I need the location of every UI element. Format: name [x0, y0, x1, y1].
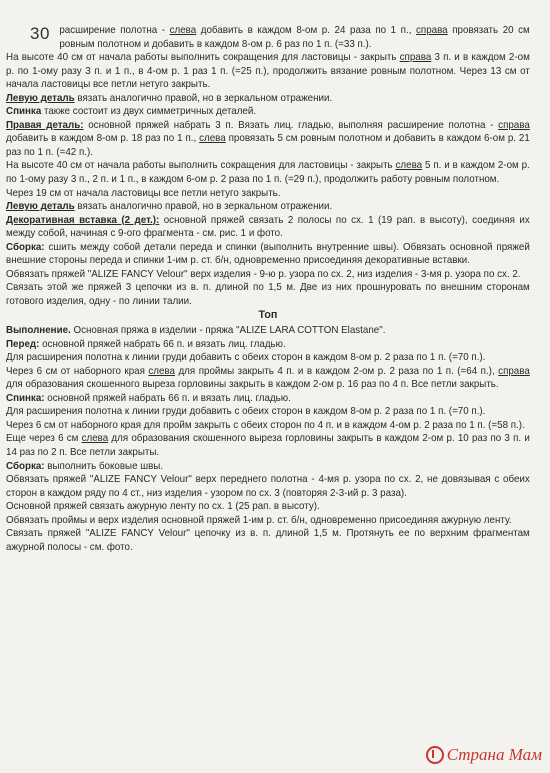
- text-segment: Обвязать пряжей "ALIZE FANCY Velour" верх изделия - 9-ю р. узора по сх. 2, низ изделия - 3-мя р. узора по сх. 2.: [6, 268, 521, 280]
- emphasis-text: Спинка:: [6, 392, 45, 404]
- watermark-text: Страна Мам: [446, 745, 542, 764]
- text-segment: Через 6 см от наборного края: [6, 365, 149, 377]
- document-body: [6, 24, 530, 554]
- text-segment: основной пряжей набрать 3 п. Вязать лиц. гладью, выполняя расширение полотна -: [83, 119, 499, 131]
- emphasis-text: Спинка: [6, 106, 42, 118]
- paragraph: [6, 460, 530, 474]
- emphasis-text: слева: [148, 365, 175, 377]
- text-segment: основной пряжей связать 2 полосы по сх. 1 (19 рап. в высоту), соединяя их между собой, начиная с 9-ого фрагмента - см. рис. 1 и фото.: [6, 214, 530, 240]
- paragraph: [6, 105, 530, 119]
- text-segment: для проймы закрыть 4 п. и в каждом 2-ом р. 2 раза по 1 п. (=64 п.),: [174, 365, 499, 377]
- paragraph: [6, 324, 530, 338]
- text-segment: добавить в каждом 8-ом р. 24 раза по 1 п.,: [196, 25, 417, 36]
- text-segment: 5 п. и в каждом 2-ом р. по 1-ому разу 3 п., 2 п. и 1 п., в каждом 6-ом р. 2 раза по 1 п. (=29 п.), продолжить работу ровным полотном.: [6, 160, 530, 186]
- text-segment: выполнить боковые швы.: [44, 460, 164, 472]
- emphasis-text: Левую деталь: [6, 92, 75, 104]
- emphasis-text: слева: [395, 160, 423, 172]
- text-segment: Через 19 см от начала ластовицы все петли нетуго закрыть.: [6, 187, 281, 199]
- text-segment: добавить в каждом 8-ом р. 18 раз по 1 п.,: [6, 133, 200, 145]
- text-segment: сшить между собой детали переда и спинки (выполнить внутренние швы). Обвязать основной пряжей внешние стороны переда и спинки 1-им р. ст. б/н, одновременно присоединяя декоративные вставки.: [6, 241, 530, 267]
- text-segment: Обвязать проймы и верх изделия основной пряжей 1-им р. ст. б/н, одновременно присоединяя ажурную ленту.: [6, 514, 512, 526]
- paragraph: [6, 159, 530, 186]
- paragraph: [6, 200, 530, 214]
- text-segment: провязать 20 см ровным полотном и добавить в каждом 8-ом р. 6 раз по 1 п. (=33 п.).: [59, 25, 530, 50]
- emphasis-text: справа: [416, 25, 448, 36]
- paragraph: [6, 514, 530, 528]
- emphasis-text: Левую деталь: [6, 201, 75, 213]
- paragraph: [6, 24, 530, 51]
- paragraph: [6, 365, 530, 392]
- text-segment: Основная пряжа в изделии - пряжа "ALIZE LARA COTTON Elastane".: [70, 325, 386, 337]
- text-segment: Основной пряжей связать ажурную ленту по сх. 1 (25 рап. в высоту).: [6, 501, 320, 513]
- paragraph: [6, 119, 530, 160]
- text-segment: 3 п. и в каждом 2-ом р. по 1-ому разу 3 п. и 1 п., в 4-ом р. 1 раз 1 п. (=25 п.), продолжить вязание ровным полотном. Через 13 см от начала ластовицы все петли нетуго закрыть.: [6, 52, 530, 91]
- paragraph: [6, 419, 530, 433]
- text-segment: На высоте 40 см от начала работы выполнить сокращения для ластовицы - закрыть: [6, 52, 400, 64]
- text-segment: Для расширения полотна к линии груди добавить с обеих сторон в каждом 8-ом р. 2 раза по 1 п. (=70 п.).: [6, 352, 486, 364]
- paragraph: [6, 214, 530, 241]
- text-segment: На высоте 40 см от начала работы выполнить сокращения для ластовицы - закрыть: [6, 160, 396, 172]
- heart-logo-icon: [426, 746, 444, 764]
- text-segment: основной пряжей набрать 66 п. и вязать лиц. гладью.: [44, 392, 291, 404]
- emphasis-text: Правая деталь:: [6, 119, 84, 131]
- paragraph: [6, 241, 530, 268]
- paragraph: [6, 432, 530, 459]
- emphasis-text: справа: [399, 52, 432, 64]
- emphasis-text: Сборка:: [6, 241, 45, 253]
- paragraph: [6, 500, 530, 514]
- text-segment: вязать аналогично правой, но в зеркальном отражении.: [74, 201, 333, 213]
- text-segment: Еще через 6 см: [6, 433, 82, 445]
- paragraph: [6, 268, 530, 282]
- text-segment: также состоит из двух симметричных деталей.: [41, 106, 257, 118]
- emphasis-text: Декоративная вставка (2 дет.):: [6, 214, 160, 226]
- emphasis-text: справа: [498, 365, 530, 377]
- paragraph: [6, 405, 530, 419]
- paragraph: [6, 51, 530, 92]
- text-segment: Обвязать пряжей "ALIZE FANCY Velour" верх переднего полотна - 4-мя р. узора по сх. 2, не довязывая с обеих сторон в каждом ряду по 4 ст., низ изделия - узором по сх. 3 (повторяя 2-3-ий р. 3 раза).: [6, 474, 530, 499]
- text-segment: Через 6 см от наборного края для пройм закрыть с обеих сторон по 4 п. и в каждом 4-ом р. 2 раза по 1 п. (=58 п.).: [6, 419, 525, 431]
- text-segment: основной пряжей набрать 66 п. и вязать лиц. гладью.: [39, 338, 286, 350]
- paragraph: [6, 338, 530, 352]
- emphasis-text: Выполнение.: [6, 325, 71, 337]
- emphasis-text: справа: [498, 119, 530, 131]
- section-heading: Топ: [258, 309, 278, 322]
- text-segment: для образования скошенного выреза горловины закрыть в каждом 2-ом р. 16 раз по 4 п. Все петли закрыть.: [6, 379, 499, 391]
- text-segment: для образования скошенного выреза горловины закрыть в каждом 2-ом р. 10 раз по 3 п. и 14 раз по 2 п. Все петли закрыты.: [6, 433, 530, 458]
- emphasis-text: Перед:: [6, 338, 40, 350]
- paragraph: [6, 187, 530, 201]
- watermark: [426, 745, 542, 765]
- text-segment: провязать 5 см ровным полотном и добавить в каждом 6-ом р. 21 раз по 1 п. (=42 п.).: [6, 133, 530, 158]
- text-segment: вязать аналогично правой, но в зеркальном отражении.: [74, 92, 333, 104]
- page-number: 30: [30, 24, 50, 43]
- paragraph: [6, 281, 530, 308]
- emphasis-text: слева: [169, 25, 197, 36]
- text-segment: расширение полотна -: [59, 25, 170, 36]
- emphasis-text: Сборка:: [6, 460, 45, 472]
- paragraph: [6, 92, 530, 106]
- emphasis-text: слева: [199, 133, 226, 145]
- text-segment: Связать этой же пряжей 3 цепочки из в. п. длиной по 1,5 м. Две из них прошнуровать по внешним сторонам готового изделия, одну - по линии талии.: [6, 282, 530, 307]
- text-segment: Для расширения полотна к линии груди добавить с обеих сторон в каждом 8-ом р. 2 раза по 1 п. (=70 п.).: [6, 406, 486, 418]
- emphasis-text: слева: [81, 433, 109, 445]
- paragraph: [6, 527, 530, 554]
- paragraph: [6, 351, 530, 365]
- text-segment: Связать пряжей "ALIZE FANCY Velour" цепочку из в. п. длиной 1,5 м. Протянуть ее по верхним фрагментам ажурной полосы - см. фото.: [6, 528, 530, 553]
- paragraph: [6, 473, 530, 500]
- paragraph: [6, 392, 530, 406]
